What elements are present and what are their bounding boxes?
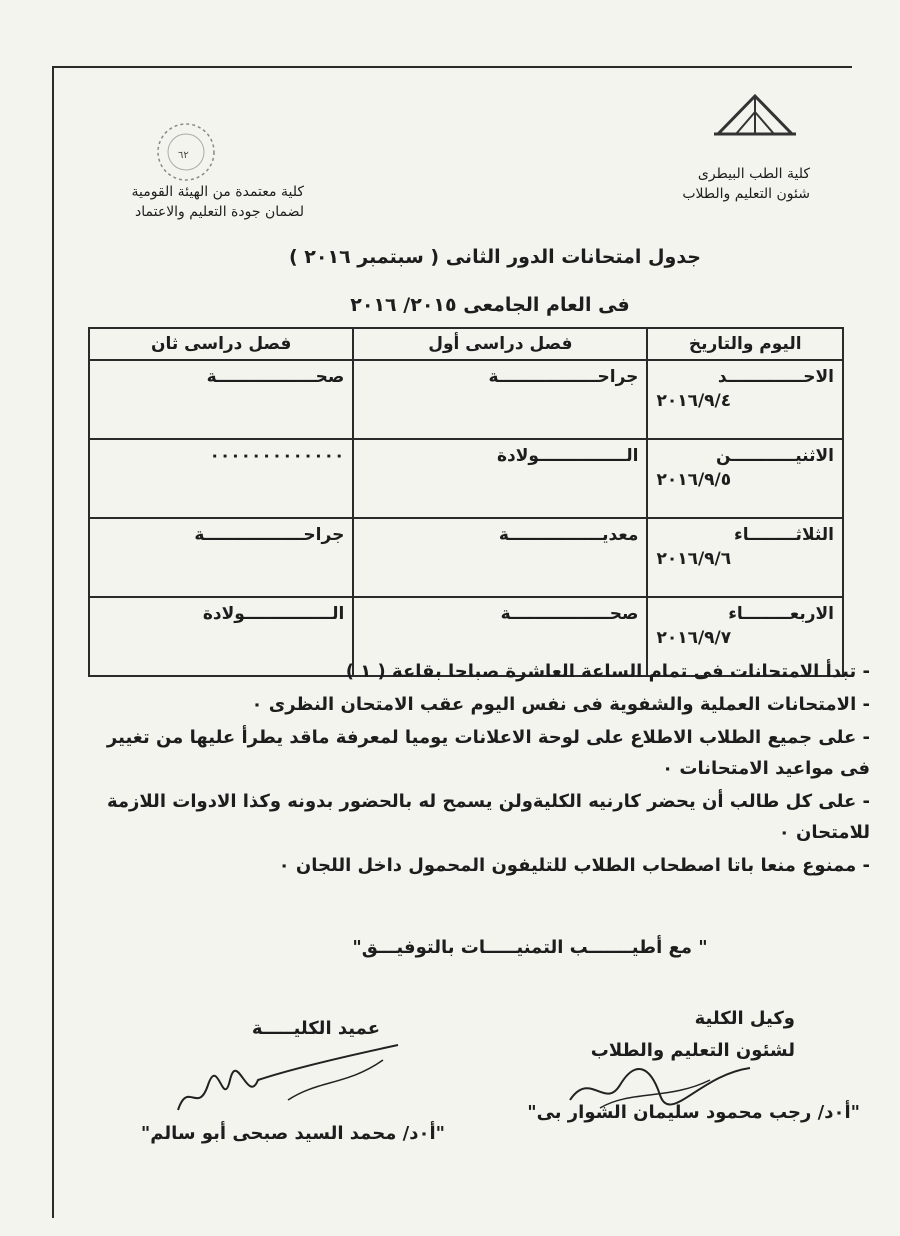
term1-subject: الـــــــــــــــولادة: [353, 439, 647, 518]
accreditation-line2: لضمان جودة التعليم والاعتماد: [135, 204, 304, 220]
header-term-2: فصل دراسى ثان: [89, 328, 353, 360]
vice-dean-name: "أ٠د/ رجب محمود سليمان الشوار بى": [527, 1102, 860, 1123]
term2-subject: ٠٠٠٠٠٠٠٠٠٠٠٠٠: [89, 439, 353, 518]
day-name: الثلاثــــــــاء: [734, 525, 834, 545]
day-cell: [647, 439, 843, 518]
closing-wishes: " مع أطيـــــــب التمنيـــــات بالتوفيـــق": [352, 937, 708, 958]
instruction-item: - على كل طالب أن يحضر كارنيه الكليةولن يسمح له بالحضور بدونه وكذا الادوات اللازمة للامتحان ٠: [106, 791, 870, 843]
accreditation-seal-icon: [148, 118, 224, 186]
accreditation-line1: كلية معتمدة من الهيئة القومية: [131, 184, 304, 200]
dean-name: "أ٠د/ محمد السيد صبحى أبو سالم": [140, 1123, 445, 1144]
term2-subject: الـــــــــــــــولادة: [89, 597, 353, 676]
vice-dean-title-line2: لشئون التعليم والطلاب: [590, 1040, 795, 1061]
day-name: الاربعــــــــاء: [728, 604, 834, 624]
svg-text:٦٢: ٦٢: [178, 150, 189, 161]
vice-dean-title-line1: وكيل الكلية: [694, 1008, 795, 1029]
exam-date: ٢٠١٦/٩/٦: [656, 549, 732, 569]
table-row: [89, 360, 843, 439]
header-day-date: اليوم والتاريخ: [647, 328, 843, 360]
faculty-header: [610, 164, 810, 204]
instruction-item: - الامتحانات العملية والشفوية فى نفس اليوم عقب الامتحان النظرى ٠: [251, 694, 870, 715]
day-cell: [647, 518, 843, 597]
table-header-row: [89, 328, 843, 360]
academic-year: فى العام الجامعى ٢٠١٥/ ٢٠١٦: [350, 294, 630, 316]
vice-dean-title: [535, 1003, 795, 1067]
term1-subject: معديــــــــــــــــة: [353, 518, 647, 597]
day-cell: [647, 360, 843, 439]
department-name: شئون التعليم والطلاب: [682, 186, 810, 202]
table-row: [89, 518, 843, 597]
exam-date: ٢٠١٦/٩/٥: [656, 470, 732, 490]
exam-instructions: [80, 656, 870, 883]
day-name: الاثنيـــــــــــن: [716, 446, 834, 466]
document-title: جدول امتحانات الدور الثانى ( سبتمبر ٢٠١٦ ): [288, 246, 702, 268]
term2-subject: صحـــــــــــــــــة: [89, 360, 353, 439]
header-term-1: فصل دراسى أول: [353, 328, 647, 360]
instruction-item: - ممنوع منعا باتا اصطحاب الطلاب للتليفون المحمول داخل اللجان ٠: [278, 855, 870, 876]
term1-subject: جراحـــــــــــــــــة: [353, 360, 647, 439]
faculty-name: كلية الطب البيطرى: [697, 166, 810, 182]
exam-schedule-table: [88, 327, 844, 677]
exam-date: ٢٠١٦/٩/٧: [656, 628, 732, 648]
accreditation-header: [44, 182, 304, 222]
dean-title: عميد الكليـــــة: [251, 1018, 380, 1039]
term1-subject: صحـــــــــــــــــة: [353, 597, 647, 676]
instruction-item: - تبدأ الامتحانات فى تمام الساعة العاشرة صباحا بقاعة ( ١ ): [345, 661, 870, 682]
day-name: الاحـــــــــــــد: [717, 367, 834, 387]
table-row: [89, 439, 843, 518]
faculty-logo-icon: [712, 90, 798, 140]
term2-subject: جراحـــــــــــــــــة: [89, 518, 353, 597]
instruction-item: - على جميع الطلاب الاطلاع على لوحة الاعلانات يوميا لمعرفة ماقد يطرأ عليها من تغيير فى مواعيد الامتحانات ٠: [106, 727, 870, 779]
dean-signature-icon: [168, 1040, 408, 1120]
exam-date: ٢٠١٦/٩/٤: [656, 391, 732, 411]
